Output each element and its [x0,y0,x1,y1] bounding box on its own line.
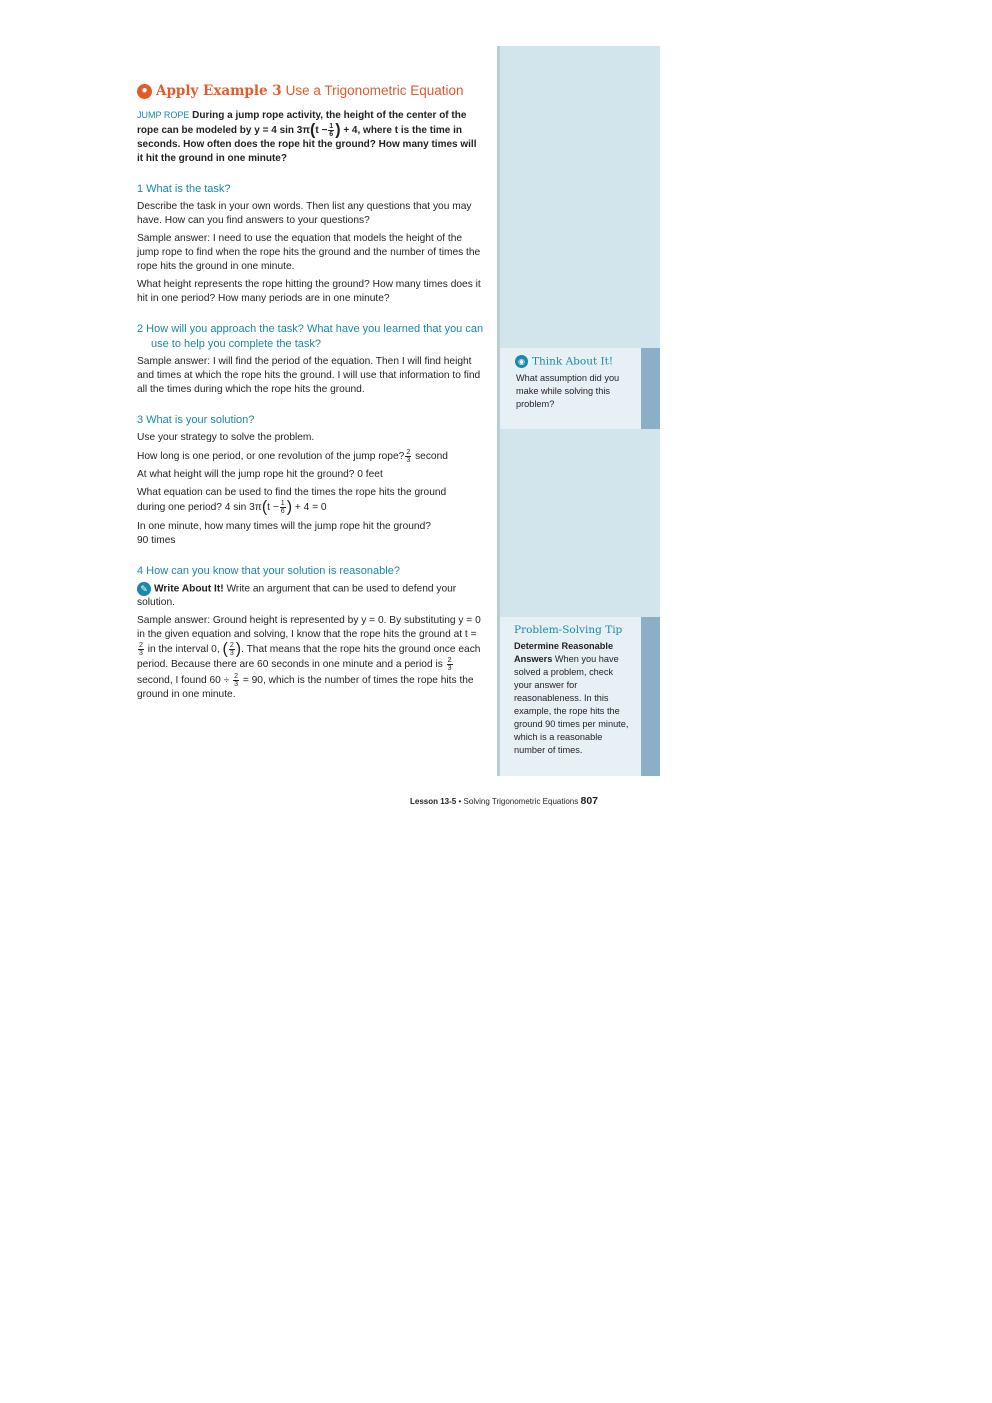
step-3-q3: What equation can be used to find the times the rope hits the ground during one period? 4 sin 3π(t − $\frac{1}{6}$ ) + 4 = 0 [137,487,447,516]
step-3-q2: At what height will the jump rope hit the ground? 0 feet [137,469,383,481]
pencil-icon: ✎ [137,582,151,596]
step-4-sample: Sample answer: Ground height is represented by y = 0. By substituting y = 0 in the given equation and solving, I know that the rope hits the ground at t = $\frac{2}{3}$ in the interval 0, ( $\frac{2}{3}$ ). That means that the rope hits the ground once each period. Because there are 60 seconds in one minute and a period is $\frac{2}{3}$ second, I found 60 ÷ $\frac{2}{3}$ = 90, which is the number of times the rope hits the ground in one minute. [137,615,481,700]
example-title: ● Apply Example 3 Use a Trigonometric Equation [137,80,485,102]
think-title: ◉ Think About It! [515,355,641,368]
tip-title: Problem-Solving Tip [514,624,623,636]
step-2-heading: 2 How will you approach the task? What have you learned that you can use to help you complete the task? [137,323,484,351]
write-about-it: ✎ Write About It! Write an argument that can be used to defend your solution. [137,583,457,609]
step-3-q4: In one minute, how many times will the jump rope hit the ground? 90 times [137,520,431,546]
step-4-heading: 4 How can you know that your solution is reasonable? [137,564,400,577]
page-footer: Lesson 13-5 • Solving Trigonometric Equations 807 [410,795,599,807]
main-column [137,80,485,706]
step-1-questions: What height represents the rope hitting the ground? How many times does it hit in one period? How many periods are in one minute? [137,279,481,305]
think-text: What assumption did you make while solving this problem? [516,373,620,409]
step-1-heading: 1 What is the task? [137,183,231,196]
page-number: 807 [580,795,599,807]
step-3-prompt: Use your strategy to solve the problem. [137,432,315,444]
problem-solving-tip-box [500,617,641,776]
step-1-sample: Sample answer: I need to use the equation that models the height of the jump rope to find when the rope hits the ground and the number of times the rope hits the ground in one minute. [137,233,481,273]
step-2-sample: Sample answer: I will find the period of the equation. Then I will find height and times at which the rope hits the ground. I will use that information to find all the times during which the rope hits the ground. [137,356,481,396]
problem-statement: JUMP ROPE During a jump rope activity, the height of the center of the rope can be modeled by y = 4 sin 3π(t − $\frac{1}{6}$ ) + 4, where t is the time in seconds. How often does the rope hit the ground? How many times will it hit the ground in one minute? [137,110,477,165]
step-3-heading: 3 What is your solution? [137,414,255,427]
fraction: $\frac{1}{6}$ [329,123,334,138]
tip-text: Determine Reasonable Answers When you have solved a problem, check your answer for reasonableness. In this example, the rope hits the ground 90 times per minute, which is a reasonable number of times. [514,641,629,755]
think-about-it-box [500,348,641,429]
globe-icon: ● [137,84,152,99]
head-icon: ◉ [515,355,528,368]
box-stripe [641,348,660,429]
step-1-prompt: Describe the task in your own words. Then list any questions that you may have. How can you find answers to your questions? [137,201,472,227]
box-stripe [641,617,660,776]
step-3-q1: How long is one period, or one revolution of the jump rope? $\frac{2}{3}$ second [137,449,448,465]
